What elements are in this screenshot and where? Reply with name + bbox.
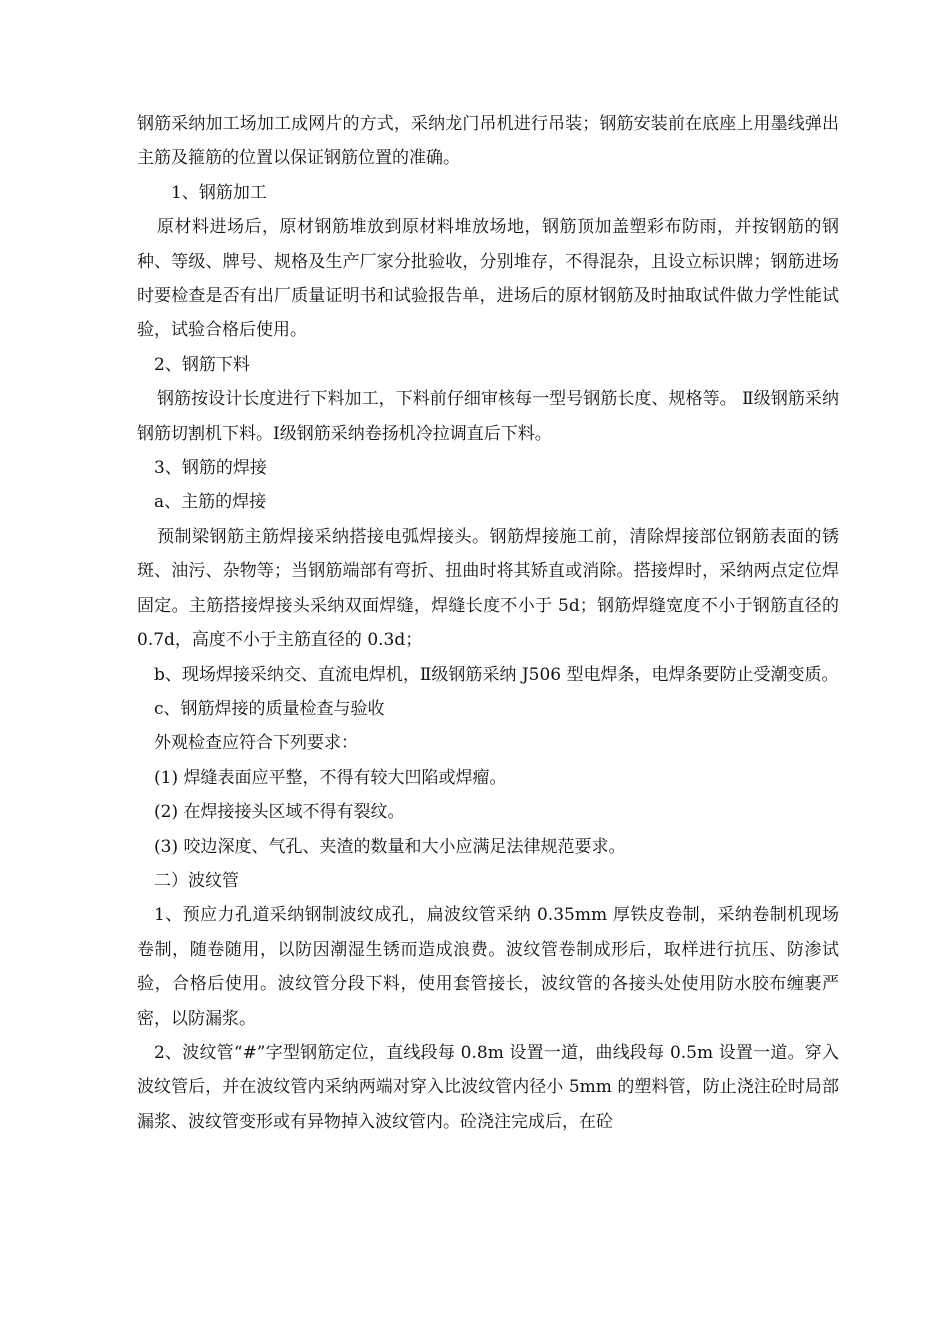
document-body [137, 107, 839, 1139]
heading-rebar-welding: 3、钢筋的焊接 [154, 458, 267, 479]
list-item-2: (2) 在焊接接头区域不得有裂纹。 [154, 802, 405, 823]
list-item-1: (1) 焊缝表面应平整，不得有较大凹陷或焊瘤。 [154, 767, 507, 788]
heading-rebar-cutting: 2、钢筋下料 [154, 354, 250, 375]
paragraph-rebar-mesh: 钢筋采纳加工场加工成网片的方式，采纳龙门吊机进行吊装；钢筋安装前在底座上用墨线弹出主筋及箍筋的位置以保证钢筋位置的准确。 [137, 114, 839, 169]
heading-weld-inspection: c、钢筋焊接的质量检查与验收 [154, 698, 385, 719]
heading-rebar-processing: 1、钢筋加工 [171, 182, 267, 203]
paragraph-raw-material: 原材料进场后，原材钢筋堆放到原材料堆放场地，钢筋顶加盖塑彩布防雨，并按钢筋的钢种、等级、牌号、规格及生产厂家分批验收，分别堆存，不得混杂，且设立标识牌；钢筋进场时要检查是否有出厂质量证明书和试验报告单，进场后的原材钢筋及时抽取试件做力学性能试验，试验合格后使用。 [137, 217, 839, 341]
paragraph-site-welding: b、现场焊接采纳交、直流电焊机，Ⅱ级钢筋采纳 J506 型电焊条，电焊条要防止受潮变质。 [154, 664, 839, 685]
list-item-3: (3) 咬边深度、气孔、夹渣的数量和大小应满足法律规范要求。 [154, 836, 626, 857]
paragraph-pipe-positioning: 2、波纹管“#”字型钢筋定位，直线段每 0.8m 设置一道，曲线段每 0.5m 设置一道。穿入波纹管后，并在波纹管内采纳两端对穿入比波纹管内径小 5mm 的塑料管，防止浇注砼时局部漏浆、波纹管变形或有异物掉入波纹管内。砼浇注完成后，在砼 [137, 1042, 839, 1132]
heading-main-bar-welding: a、主筋的焊接 [154, 492, 267, 513]
paragraph-main-bar-welding: 预制梁钢筋主筋焊接采纳搭接电弧焊接头。钢筋焊接施工前，清除焊接部位钢筋表面的锈斑、油污、杂物等；当钢筋端部有弯折、扭曲时将其矫直或消除。搭接焊时，采纳两点定位焊固定。主筋搭接焊接头采纳双面焊缝，焊缝长度不小于 5d；钢筋焊缝宽度不小于钢筋直径的 0.7d，高度不小于主筋直径的 0.3d； [137, 526, 839, 651]
heading-corrugated-pipe: 二）波纹管 [154, 870, 239, 891]
paragraph-appearance-check: 外观检查应符合下列要求： [154, 733, 358, 754]
paragraph-prestress-duct: 1、预应力孔道采纳钢制波纹成孔，扁波纹管采纳 0.35mm 厚铁皮卷制，采纳卷制机现场卷制，随卷随用，以防因潮湿生锈而造成浪费。波纹管卷制成形后，取样进行抗压、防渗试验，合格后使用。波纹管分段下料，使用套管接长，波纹管的各接头处使用防水胶布缠裹严密，以防漏浆。 [137, 905, 839, 1029]
paragraph-rebar-cutting: 钢筋按设计长度进行下料加工，下料前仔细审核每一型号钢筋长度、规格等。 Ⅱ级钢筋采纳钢筋切割机下料。Ⅰ级钢筋采纳卷扬机冷拉调直后下料。 [137, 389, 839, 444]
